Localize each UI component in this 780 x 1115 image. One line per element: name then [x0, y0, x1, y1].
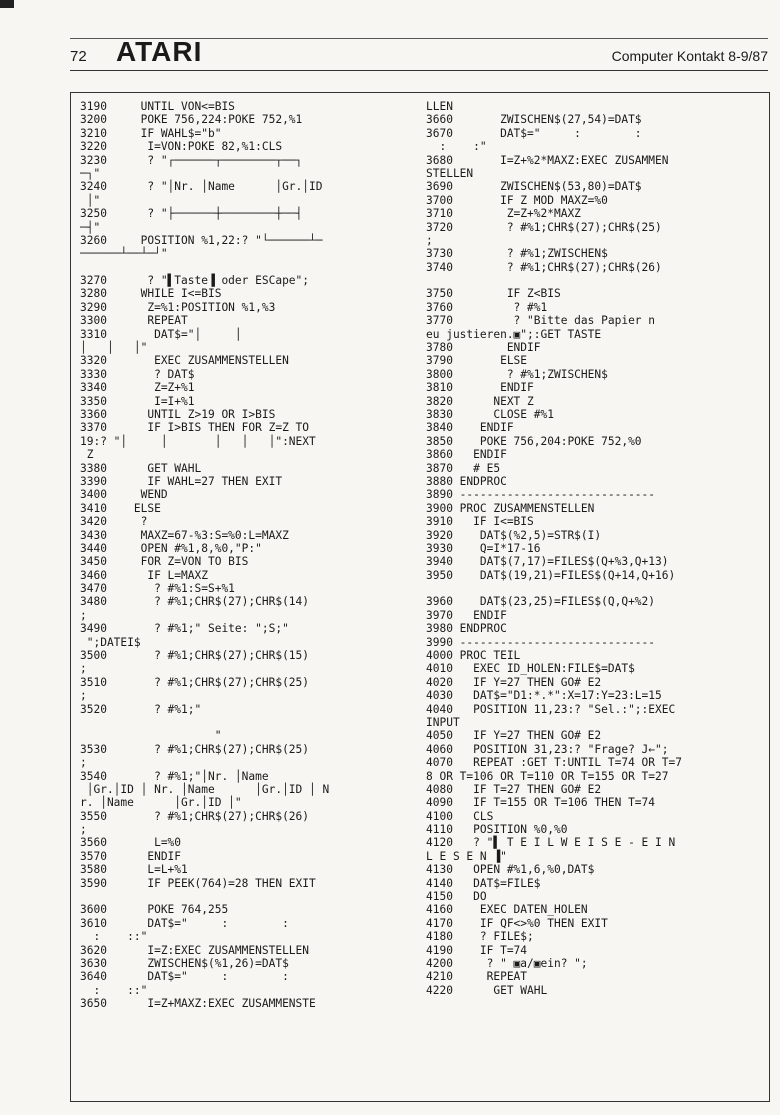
code-line: 3410 ELSE [80, 501, 161, 515]
code-line: 3630 ZWISCHEN$(%1,26)=DAT$ [80, 957, 289, 970]
code-line: 3770 ? "Bitte das Papier n [426, 314, 656, 328]
code-line: 3590 IF PEEK(764)=28 THEN EXIT [80, 876, 316, 890]
code-line: 3750 IF Z<BIS [426, 287, 561, 301]
code-line: 3220 I=VON:POKE 82,%1:CLS [80, 140, 283, 154]
code-line: 3390 IF WAHL=27 THEN EXIT [80, 474, 283, 488]
magazine-issue: Computer Kontakt 8-9/87 [611, 48, 768, 64]
code-line: 3620 I=Z:EXEC ZUSAMMENSTELLEN [80, 943, 310, 957]
code-line: 4030 DAT$="D1:*.*":X=17:Y=23:L=15 [426, 689, 662, 703]
code-line: ; [80, 608, 87, 622]
code-line: 3280 WHILE I<=BIS [80, 287, 222, 301]
code-line: 3420 ? [80, 515, 148, 529]
page-number: 72 [70, 48, 87, 65]
code-line: ──────┴──┴─┘" [80, 247, 168, 261]
code-line: Z [80, 448, 94, 462]
listing-left-column [80, 100, 410, 1011]
code-line: 3550 ? #%1;CHR$(27);CHR$(26) [80, 809, 310, 823]
code-line: 4170 IF QF<>%0 THEN EXIT [426, 916, 608, 930]
code-line: : ::" [80, 930, 148, 944]
code-line: 3230 ? "┌──────┬────────┬──┐ [80, 153, 303, 167]
code-line: 4190 IF T=74 [426, 943, 528, 957]
code-line: 3430 MAXZ=67-%3:S=%0:L=MAXZ [80, 528, 289, 542]
code-line: 4110 POSITION %0,%0 [426, 823, 568, 837]
code-line [80, 261, 410, 274]
code-line: 3360 UNTIL Z>19 OR I>BIS [80, 407, 276, 421]
code-line: 3640 DAT$=" : : [80, 970, 289, 984]
code-line: 3810 ENDIF [426, 381, 534, 395]
code-line: 3350 I=I+%1 [80, 394, 195, 408]
listing-right-column [426, 100, 766, 997]
code-line: ; [80, 823, 87, 837]
code-line: 3450 FOR Z=VON TO BIS [80, 555, 249, 569]
code-line: 3380 GET WAHL [80, 461, 202, 475]
code-line: 3650 I=Z+MAXZ:EXEC ZUSAMMENSTE [80, 997, 316, 1011]
code-line: 3680 I=Z+%2*MAXZ:EXEC ZUSAMMEN [426, 153, 669, 167]
code-line: 4080 IF T=27 THEN GO# E2 [426, 782, 602, 796]
code-line: 4180 ? FILE$; [426, 930, 534, 944]
code-line: 4210 REPEAT [426, 970, 528, 984]
header-rule [70, 70, 768, 71]
code-line: 4140 DAT$=FILE$ [426, 876, 541, 890]
corner-mark [0, 0, 14, 8]
code-line: 3910 IF I<=BIS [426, 515, 534, 529]
code-line: 3840 ENDIF [426, 421, 514, 435]
code-line: 3710 Z=Z+%2*MAXZ [426, 207, 581, 221]
code-line: ; [426, 233, 433, 247]
code-line: ; [80, 662, 87, 676]
code-line: ─┤" [80, 220, 101, 234]
code-line: 3300 REPEAT [80, 314, 188, 328]
code-line: 3320 EXEC ZUSAMMENSTELLEN [80, 354, 289, 368]
code-line: 3500 ? #%1;CHR$(27);CHR$(15) [80, 649, 310, 663]
code-line: 4220 GET WAHL [426, 983, 548, 997]
code-line: L E S E N ▐" [426, 849, 507, 863]
code-line: 3780 ENDIF [426, 341, 541, 355]
code-line: 3210 IF WAHL$="b" [80, 126, 222, 140]
code-line: 3470 ? #%1:S=S+%1 [80, 582, 235, 596]
code-line: │ │ │" [80, 341, 148, 355]
code-line: 3330 ? DAT$ [80, 367, 195, 381]
code-line: 3660 ZWISCHEN$(27,54)=DAT$ [426, 113, 642, 127]
code-line: 4090 IF T=155 OR T=106 THEN T=74 [426, 796, 656, 810]
code-line: 3400 WEND [80, 488, 168, 502]
code-line: 3940 DAT$(7,17)=FILES$(Q+%3,Q+13) [426, 555, 669, 569]
code-line: 3510 ? #%1;CHR$(27);CHR$(25) [80, 675, 310, 689]
code-line: INPUT [426, 715, 460, 729]
code-line: 3820 NEXT Z [426, 394, 534, 408]
code-line: 3760 ? #%1 [426, 300, 548, 314]
code-line: 3260 POSITION %1,22:? "└──────┴─ [80, 233, 323, 247]
code-line: 3730 ? #%1;ZWISCHEN$ [426, 247, 608, 261]
code-line: 3560 L=%0 [80, 836, 182, 850]
code-line: 3970 ENDIF [426, 608, 507, 622]
page-header [70, 36, 768, 70]
code-line: 3690 ZWISCHEN$(53,80)=DAT$ [426, 180, 642, 194]
code-line: 3700 IF Z MOD MAXZ=%0 [426, 193, 608, 207]
code-line: : :" [426, 140, 487, 154]
code-line: 4000 PROC TEIL [426, 649, 521, 663]
code-line: ";DATEI$ [80, 635, 141, 649]
code-line: 3950 DAT$(19,21)=FILES$(Q+14,Q+16) [426, 568, 676, 582]
code-line: 4060 POSITION 31,23:? "Frage? J←"; [426, 742, 669, 756]
code-line: │Gr.│ID │ Nr. │Name │Gr.│ID │ N [80, 782, 330, 796]
code-line: 3600 POKE 764,255 [80, 903, 229, 917]
brand-title: ATARI [116, 36, 203, 67]
code-line: 4040 POSITION 11,23:? "Sel.:";:EXEC [426, 702, 676, 716]
code-line: 3830 CLOSE #%1 [426, 407, 554, 421]
code-line: 3870 # E5 [426, 461, 501, 475]
code-line: 3880 ENDPROC [426, 474, 507, 488]
code-line: 3540 ? #%1;"│Nr. │Name [80, 769, 269, 783]
code-line [426, 274, 766, 287]
code-line: STELLEN [426, 166, 474, 180]
code-line: 4010 EXEC ID_HOLEN:FILE$=DAT$ [426, 662, 635, 676]
code-line: ; [80, 689, 87, 703]
code-line: 3580 L=L+%1 [80, 863, 188, 877]
code-line: 3490 ? #%1;" Seite: ";S;" [80, 622, 289, 636]
code-line: 3890 ----------------------------- [426, 488, 656, 502]
code-line: 3990 ----------------------------- [426, 635, 656, 649]
code-line: 3670 DAT$=" : : [426, 126, 642, 140]
code-line: 3800 ? #%1;ZWISCHEN$ [426, 367, 608, 381]
code-line: 3920 DAT$(%2,5)=STR$(I) [426, 528, 602, 542]
code-line: 4100 CLS [426, 809, 494, 823]
code-line: 3930 Q=I*17-16 [426, 541, 541, 555]
code-line: 4150 DO [426, 890, 487, 904]
code-line: 3530 ? #%1;CHR$(27);CHR$(25) [80, 742, 310, 756]
code-line: ─┐" [80, 166, 101, 180]
code-line: 19:? "│ │ │ │ │":NEXT [80, 434, 316, 448]
code-line: │" [80, 193, 101, 207]
code-line: 3370 IF I>BIS THEN FOR Z=Z TO [80, 421, 310, 435]
code-line [80, 890, 410, 903]
code-line: eu justieren.▣";:GET TASTE [426, 327, 602, 341]
code-line: 3240 ? "│Nr. │Name │Gr.│ID [80, 180, 323, 194]
code-line: : ::" [80, 983, 148, 997]
code-line: " [80, 729, 222, 743]
code-line: 3740 ? #%1;CHR$(27);CHR$(26) [426, 260, 662, 274]
code-line: r. │Name │Gr.│ID │" [80, 796, 242, 810]
code-line [80, 716, 410, 729]
code-line: 3190 UNTIL VON<=BIS [80, 100, 235, 113]
code-line: 4050 IF Y=27 THEN GO# E2 [426, 729, 602, 743]
code-line: 3720 ? #%1;CHR$(27);CHR$(25) [426, 220, 662, 234]
code-line: 3480 ? #%1;CHR$(27);CHR$(14) [80, 595, 310, 609]
code-line: 3290 Z=%1:POSITION %1,%3 [80, 300, 276, 314]
code-line: 8 OR T=106 OR T=110 OR T=155 OR T=27 [426, 769, 669, 783]
code-line: 3980 ENDPROC [426, 622, 507, 636]
code-line: 3850 POKE 756,204:POKE 752,%0 [426, 434, 642, 448]
code-line: 4160 EXEC DATEN_HOLEN [426, 903, 588, 917]
code-line: 4200 ? " ▣a/▣ein? "; [426, 957, 588, 970]
code-line: ; [80, 756, 87, 770]
code-line: 3570 ENDIF [80, 849, 182, 863]
code-line: 4130 OPEN #%1,6,%0,DAT$ [426, 863, 595, 877]
code-line: 3440 OPEN #%1,8,%0,"P:" [80, 541, 262, 555]
code-line: 3520 ? #%1;" [80, 702, 202, 716]
code-line: 3340 Z=Z+%1 [80, 381, 195, 395]
code-line: 4120 ? "▌ T E I L W E I S E - E I N [426, 836, 676, 850]
code-line: 4070 REPEAT :GET T:UNTIL T=74 OR T=7 [426, 756, 682, 770]
code-line: 3960 DAT$(23,25)=FILES$(Q,Q+%2) [426, 595, 656, 609]
code-line: 3790 ELSE [426, 354, 528, 368]
code-line: 3270 ? "▌Taste▐ oder ESCape"; [80, 274, 310, 288]
code-line: 3310 DAT$="│ │ [80, 327, 242, 341]
code-line [426, 582, 766, 595]
code-line: 3900 PROC ZUSAMMENSTELLEN [426, 501, 595, 515]
code-line: 3610 DAT$=" : : [80, 916, 289, 930]
code-line: 4020 IF Y=27 THEN GO# E2 [426, 675, 602, 689]
code-line: 3460 IF L=MAXZ [80, 568, 208, 582]
code-line: LLEN [426, 100, 453, 113]
code-line: 3250 ? "├──────┼────────┼──┤ [80, 207, 303, 221]
code-line: 3860 ENDIF [426, 448, 507, 462]
code-line: 3200 POKE 756,224:POKE 752,%1 [80, 113, 303, 127]
